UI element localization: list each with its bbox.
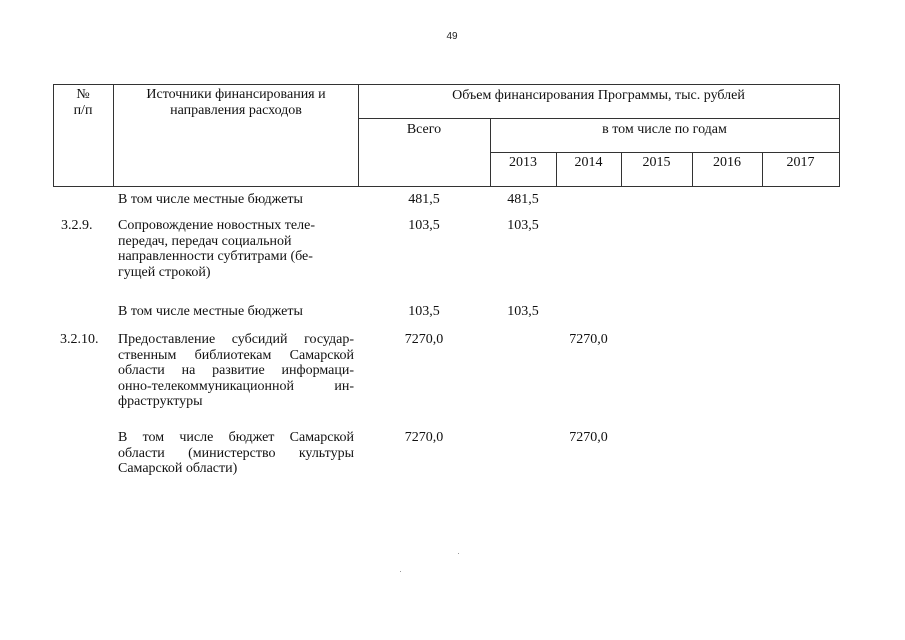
row-total: 103,5 bbox=[408, 218, 440, 233]
year-2013-header: 2013 bbox=[509, 155, 537, 170]
scan-speck bbox=[400, 571, 401, 572]
header-num-label: № п/п bbox=[73, 87, 93, 118]
row-total: 7270,0 bbox=[404, 430, 444, 445]
header-total-label: Всего bbox=[406, 122, 442, 137]
row-description: В том числе местные бюджеты bbox=[118, 304, 303, 319]
row-total: 103,5 bbox=[408, 304, 440, 319]
header-volume-title: Объем финансирования Программы, тыс. рублей bbox=[452, 88, 745, 103]
row-2014: 7270,0 bbox=[569, 430, 608, 445]
row-total: 481,5 bbox=[408, 192, 440, 207]
row-2014: 7270,0 bbox=[569, 332, 608, 347]
table-top-border bbox=[53, 84, 840, 85]
year-2016-header: 2016 bbox=[713, 155, 741, 170]
row-number: 3.2.9. bbox=[61, 218, 93, 233]
row-description: Сопровождение новостных теле- передач, передач социальной направленности субтитрами (бе- гущей строкой) bbox=[118, 218, 315, 280]
row-description: Предоставление субсидий государ- ственным библиотекам Самарской области на развитие информаци- онно-телекоммуникационной ин- фраструктуры bbox=[118, 332, 354, 409]
page-number: 49 bbox=[446, 31, 458, 42]
years-divider bbox=[490, 152, 840, 153]
year-2017-header: 2017 bbox=[786, 155, 815, 170]
year-2014-header: 2014 bbox=[574, 155, 603, 170]
row-total: 7270,0 bbox=[404, 332, 444, 347]
header-subdivider bbox=[358, 118, 840, 119]
row-number: 3.2.10. bbox=[60, 332, 99, 347]
header-by-years-label: в том числе по годам bbox=[602, 122, 727, 137]
row-description: В том числе бюджет Самарской области (министерство культуры Самарской области) bbox=[118, 430, 354, 476]
row-description: В том числе местные бюджеты bbox=[118, 192, 303, 207]
header-source-label: Источники финансирования и направления расходов bbox=[146, 87, 326, 118]
row-2013: 103,5 bbox=[507, 218, 539, 233]
header-bottom-border bbox=[53, 186, 840, 187]
scan-speck bbox=[458, 553, 459, 554]
num-col-divider bbox=[113, 84, 114, 187]
row-2013: 103,5 bbox=[507, 304, 539, 319]
row-2013: 481,5 bbox=[507, 192, 539, 207]
year-2015-header: 2015 bbox=[642, 155, 671, 170]
table-right-border bbox=[839, 84, 840, 187]
